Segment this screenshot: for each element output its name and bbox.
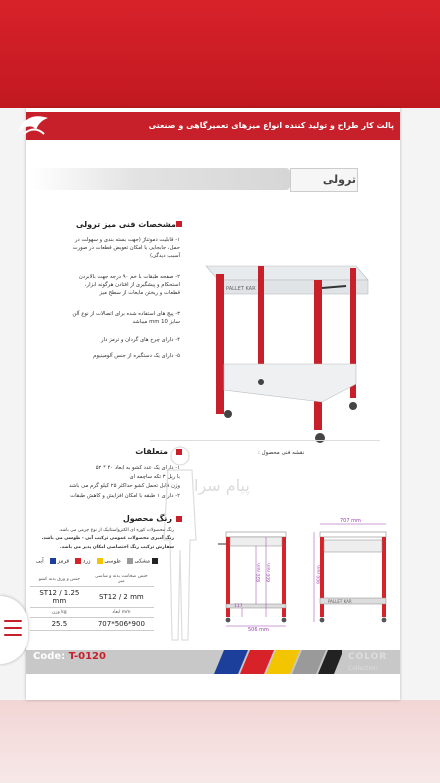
color-collection-strip	[212, 650, 342, 674]
menu-icon[interactable]	[4, 627, 22, 629]
accessory-item-1: ۱- دارای یک عدد کشو به ابعاد ۴۰ * ۵۲	[95, 465, 180, 471]
accessory-item-2: ۲- دارای ۱ طبقه با امکان افزایش و کاهش طبقات	[70, 493, 180, 499]
color-word: COLOR	[348, 652, 388, 662]
menu-icon[interactable]	[4, 620, 22, 622]
trolley-product-image	[196, 252, 376, 448]
trolley-brand-text: PALLET KAR	[226, 286, 256, 292]
drawing-width-label: 707 mm	[340, 518, 361, 524]
drawer-material-cell: ST12 / 1.25 mm	[30, 587, 89, 608]
shelf-material-cell: ST12 / 2 mm	[89, 587, 154, 608]
drawing-brand-text: PALLET KAR	[328, 599, 352, 604]
color-note-1: رنگ محصولات کوره ای الکترواستاتیک از نوع چرمی می باشد.	[58, 528, 174, 533]
table-row	[30, 608, 154, 618]
weight-unit: kg	[61, 610, 67, 615]
accessory-item-1c: وزن قابل تحمل کشو حداکثر ۲۵ کیلو گرم می باشد	[69, 483, 180, 489]
collection-word: Collection	[348, 665, 378, 672]
swatch-black	[152, 558, 158, 564]
product-code	[33, 651, 106, 662]
product-title: ترولی	[322, 173, 356, 186]
spec-table	[30, 572, 154, 631]
color-swatch-row	[36, 558, 158, 565]
specs-heading: مشخصات فنی میز ترولی	[76, 220, 176, 229]
swatch-red-label: قرمز	[57, 558, 70, 565]
technical-drawing	[212, 516, 396, 646]
brand-logo-icon	[14, 110, 54, 142]
bottom-pink-banner	[0, 700, 440, 783]
colors-heading: رنگ محصول	[122, 514, 172, 523]
spec-item-4: ۴- دارای چرخ های گردان و ترمز دار	[101, 337, 180, 343]
spec-item-5: ۵- دارای یک دستگیره از جنس آلومینیوم	[93, 353, 180, 359]
spec-item-2: ۲- صفحه طبقات با خم ۹۰ درجه جهت بالابردن استحکام و پیشگیری از افتادن هرگونه ابزار، قطعات و ریختن مایعات از سطح میز	[78, 274, 180, 296]
top-red-banner	[0, 0, 440, 108]
swatch-black-label: مشکی	[134, 558, 150, 565]
weight-label: وزن	[52, 610, 60, 615]
weight-header-cell	[30, 608, 89, 618]
drawing-depth-label: 506 mm	[248, 627, 269, 633]
color-note-3: سفارش ترکیب رنگ اختصاصی امکان پذیر می باشد.	[59, 545, 174, 550]
specs-marker	[176, 221, 182, 227]
code-value: T-0120	[68, 651, 106, 662]
swatch-blue-label: آبی	[36, 558, 44, 565]
swatch-red	[75, 558, 81, 564]
title-band	[30, 168, 290, 190]
table-header-shelf: جنس ضخامت بدنه و شاسی میز	[89, 572, 154, 587]
technical-drawing-caption: نقشه فنی محصول :	[258, 450, 305, 456]
table-header-drawer: جنس و ورق بدنه کشو	[30, 572, 89, 587]
menu-icon[interactable]	[4, 634, 22, 636]
swatch-yellow	[97, 558, 103, 564]
accessory-item-1b: با ریل ۳ تکه ساچمه ای	[129, 474, 180, 480]
drawing-height-label: 900 mm	[317, 565, 322, 584]
drawing-mid-label: 600 mm	[267, 563, 272, 582]
swatch-blue	[50, 558, 56, 564]
spec-item-3: ۳- پیچ های استفاده شده برای اتصالات از نوع آلن سایز 10 mm میباشد	[72, 311, 180, 325]
weight-value-cell: 25.5	[30, 618, 89, 631]
watermark-text: پیام سرا	[194, 476, 250, 495]
drawing-small-label: 117	[234, 604, 243, 609]
colors-marker	[176, 516, 182, 522]
swatch-grey	[127, 558, 133, 564]
spec-item-1: ۱- قابلیت دموتناژ (جهت بسته بندی و سهولت در حمل، جابجایی با امکان تعویض قطعات در صورت آسیب دیدگی)	[72, 237, 180, 259]
dims-label: ابعاد	[112, 610, 121, 615]
swatch-grey-label: طوسی	[104, 558, 121, 565]
accessories-heading: متعلقات	[135, 447, 168, 456]
code-label: Code:	[33, 651, 66, 662]
swatch-yellow-label: زرد	[82, 558, 91, 565]
color-note-2: رنگ آمیزی محصولات عمومی ترکیب آبی - طوسی می باشد.	[41, 536, 174, 541]
table-row	[30, 587, 154, 608]
company-tagline: پالت کار طراح و تولید کننده انواع میزهای تعمیرگاهی و صنعتی	[148, 121, 394, 130]
dims-header-cell	[89, 608, 154, 618]
dims-unit: mm	[121, 610, 131, 615]
table-row	[30, 572, 154, 587]
table-row	[30, 618, 154, 631]
drawing-inner-height-label: 820 mm	[257, 563, 262, 582]
dims-value-cell: 707*506*900	[89, 618, 154, 631]
side-menu-tab[interactable]	[0, 596, 28, 664]
